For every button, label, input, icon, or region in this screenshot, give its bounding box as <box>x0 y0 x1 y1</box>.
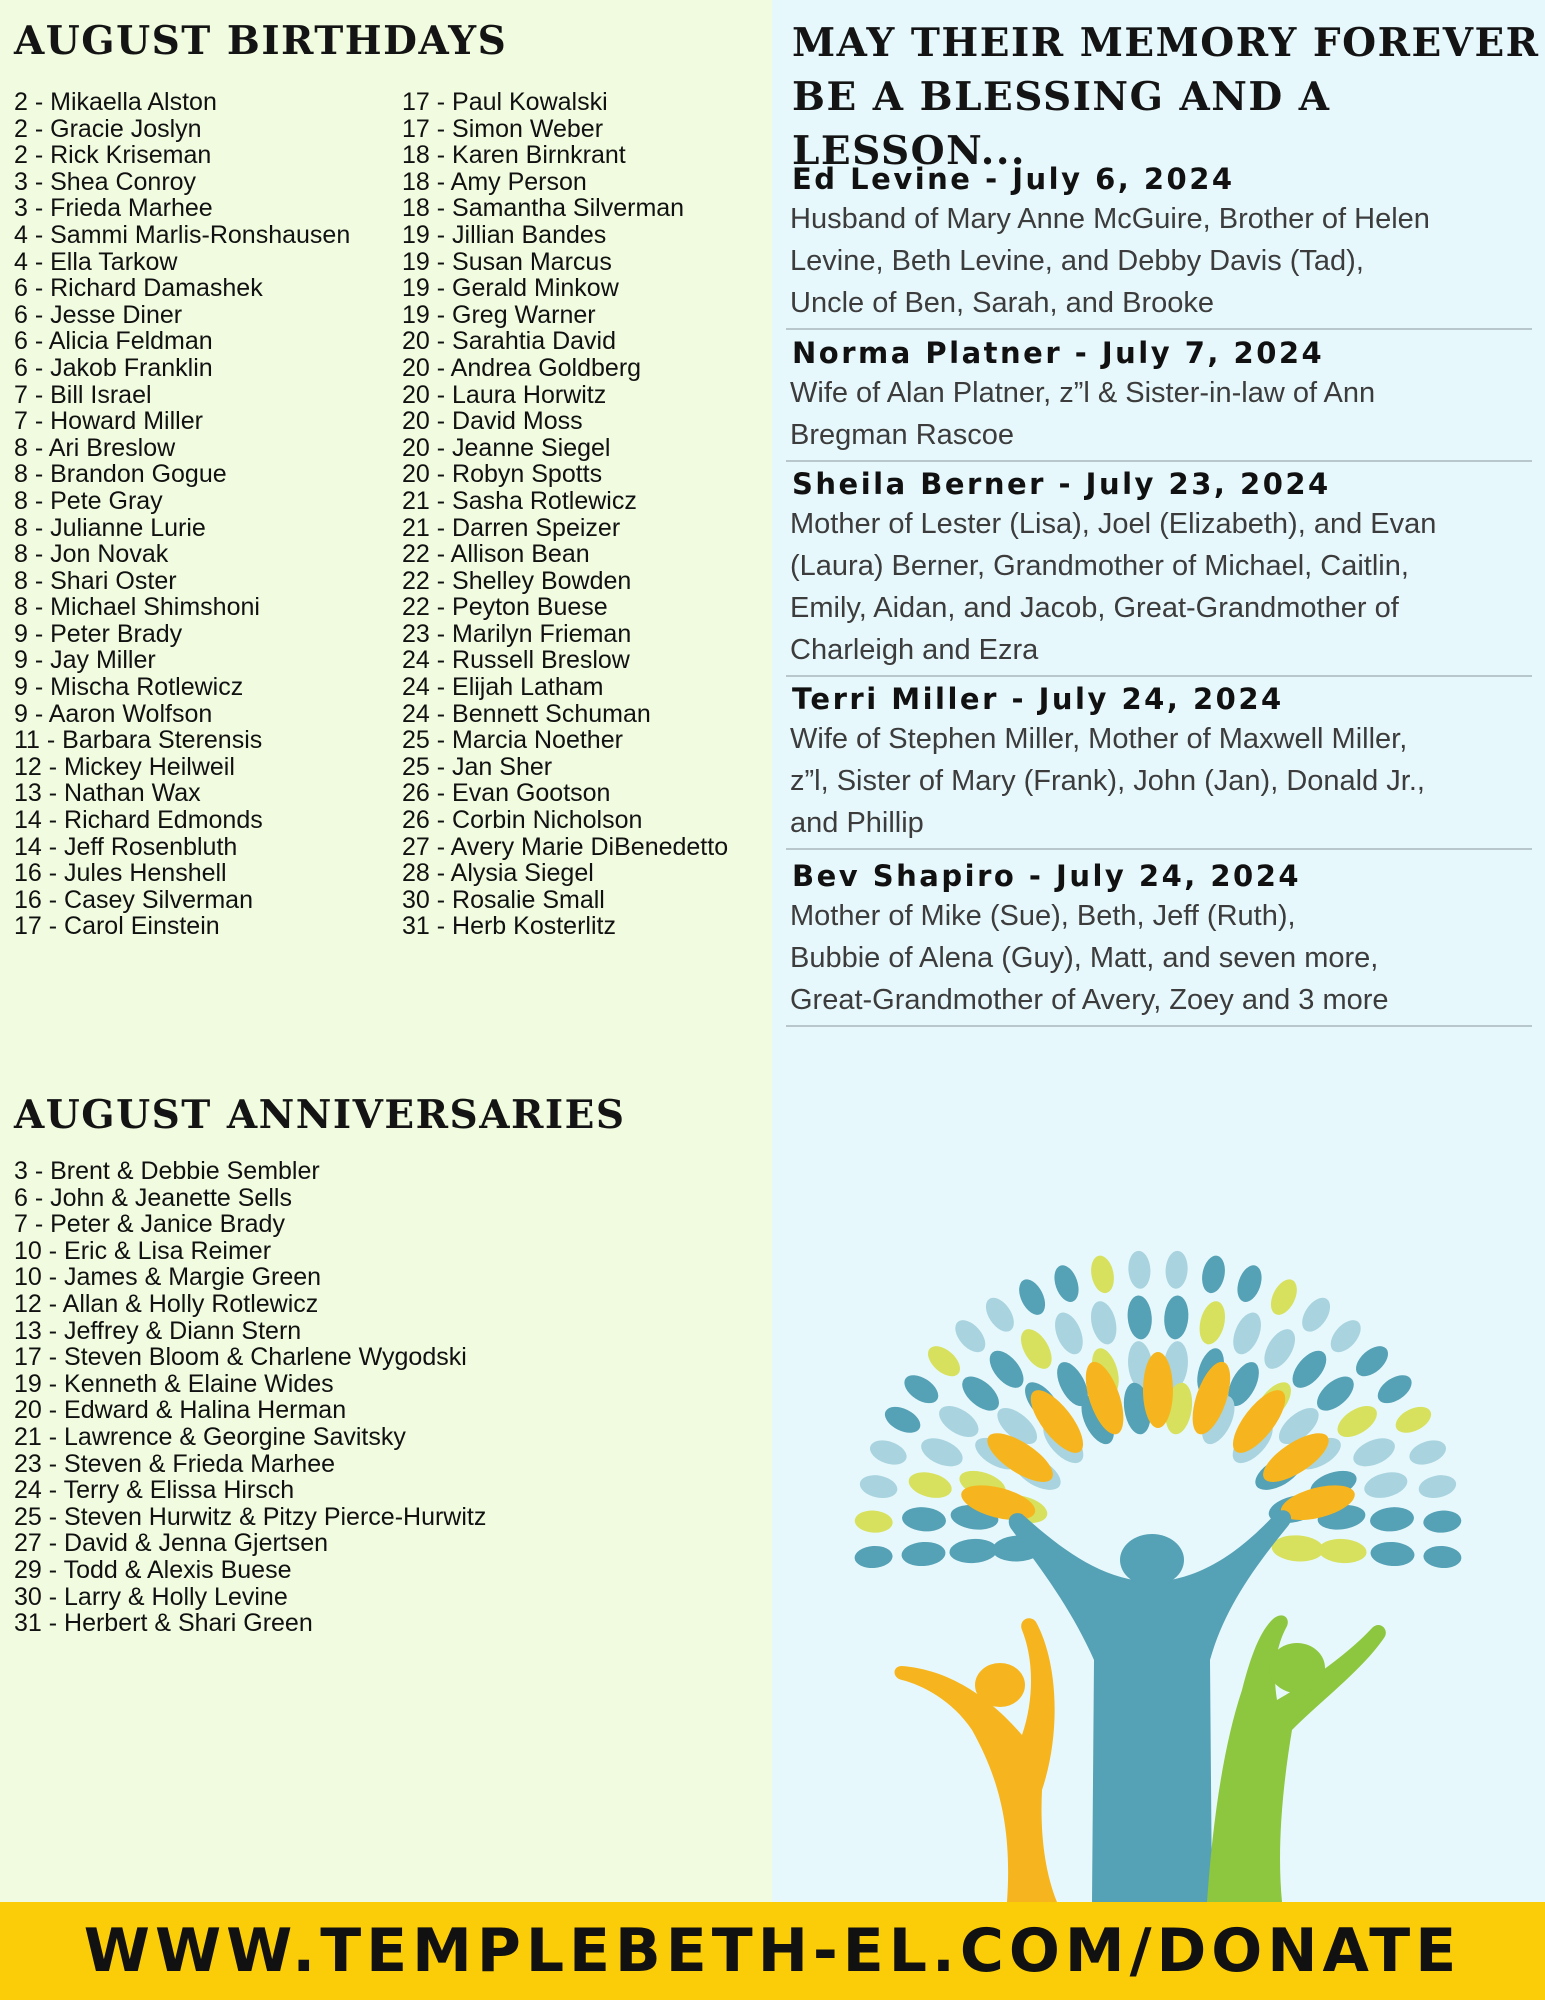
memorial-heading-line-1: MAY THEIR MEMORY FOREVER <box>792 20 1540 66</box>
birthday-item: 22 - Allison Bean <box>402 540 590 569</box>
birthday-item: 23 - Marilyn Frieman <box>402 619 632 648</box>
memorial-line: Mother of Lester (Lisa), Joel (Elizabeth), and Evan <box>790 508 1437 540</box>
anniversary-item: 10 - Eric & Lisa Reimer <box>14 1236 272 1265</box>
leaf-icon <box>1087 1299 1121 1347</box>
leaf-icon <box>1369 1505 1415 1533</box>
anniversaries-list <box>14 1158 486 1637</box>
leaf-icon <box>1391 1401 1435 1438</box>
memorial-entry <box>786 160 1532 330</box>
footer-bar <box>0 1902 1545 2000</box>
leaf-icon <box>1406 1436 1449 1469</box>
birthday-item: 8 - Shari Oster <box>14 566 177 595</box>
memorial-line: Mother of Mike (Sue), Beth, Jeff (Ruth), <box>790 900 1296 932</box>
anniversary-item: 13 - Jeffrey & Diann Stern <box>14 1316 302 1345</box>
leaf-icon <box>1233 1262 1266 1305</box>
anniversary-item: 31 - Herbert & Shari Green <box>14 1609 313 1638</box>
leaf-icon <box>1318 1538 1367 1565</box>
birthday-item: 4 - Sammi Marlis-Ronshausen <box>14 220 351 249</box>
anniversary-item: 7 - Peter & Janice Brady <box>14 1210 285 1239</box>
birthday-item: 2 - Rick Kriseman <box>14 141 212 170</box>
birthday-item: 26 - Corbin Nicholson <box>402 806 643 835</box>
memorial-entry <box>786 680 1532 850</box>
birthday-item: 8 - Ari Breslow <box>14 433 176 462</box>
leaf-icon <box>1332 1400 1382 1444</box>
memorial-line: Charleigh and Ezra <box>790 634 1039 666</box>
memorial-line: z”l, Sister of Mary (Frank), John (Jan), Donald Jr., <box>790 765 1425 797</box>
leaf-icon <box>1088 1254 1117 1296</box>
memorial-name: Norma Platner - July 7, 2024 <box>792 336 1325 370</box>
leaf-icon <box>906 1468 955 1502</box>
memorial-line: Wife of Stephen Miller, Mother of Maxwell Miller, <box>790 723 1408 755</box>
birthday-item: 20 - Sarahtia David <box>402 327 617 356</box>
birthdays-title: AUGUST BIRTHDAYS <box>14 18 508 64</box>
birthday-item: 16 - Casey Silverman <box>14 885 253 914</box>
birthday-item: 6 - Richard Damashek <box>14 274 263 303</box>
leaf-icon <box>1015 1324 1058 1374</box>
birthday-item: 6 - Alicia Feldman <box>14 327 213 356</box>
birthday-item: 26 - Evan Gootson <box>402 779 611 808</box>
anniversary-item: 30 - Larry & Holly Levine <box>14 1582 288 1611</box>
leaf-icon <box>899 1369 943 1408</box>
memorial-line: Great-Grandmother of Avery, Zoey and 3 more <box>790 984 1389 1016</box>
leaf-icon <box>1014 1275 1051 1319</box>
birthday-item: 6 - Jakob Franklin <box>14 353 213 382</box>
birthday-item: 20 - David Moss <box>402 407 583 436</box>
anniversary-item: 24 - Terry & Elissa Hirsch <box>14 1476 295 1505</box>
birthday-item: 31 - Herb Kosterlitz <box>402 912 616 941</box>
birthday-item: 20 - Jeanne Siegel <box>402 433 611 462</box>
birthday-item: 9 - Peter Brady <box>14 619 183 648</box>
leaf-icon <box>867 1436 910 1469</box>
birthday-item: 4 - Ella Tarkow <box>14 247 178 276</box>
birthday-item: 3 - Shea Conroy <box>14 167 197 196</box>
leaf-icon <box>1373 1369 1417 1408</box>
birthday-item: 11 - Barbara Sterensis <box>14 726 263 755</box>
birthday-item: 30 - Rosalie Small <box>402 885 605 914</box>
birthday-item: 8 - Pete Gray <box>14 486 163 515</box>
leaf-icon <box>1126 1295 1153 1341</box>
leaf-icon <box>1266 1275 1303 1319</box>
memorial-entry <box>786 857 1532 1027</box>
leaf-icon <box>1163 1295 1190 1341</box>
memorial-name: Sheila Berner - July 23, 2024 <box>792 467 1331 501</box>
memorial-entry <box>786 334 1532 462</box>
memorial-line: Levine, Beth Levine, and Debby Davis (Tad), <box>790 245 1364 277</box>
birthday-item: 8 - Julianne Lurie <box>14 513 206 542</box>
tree-of-life-people-icon <box>772 1230 1545 1902</box>
leaf-icon <box>1362 1468 1411 1502</box>
memorial-heading-line-2: BE A BLESSING AND A LESSON... <box>792 74 1331 174</box>
donate-url-link[interactable]: WWW.TEMPLEBETH-EL.COM/DONATE <box>83 1916 1462 1986</box>
birthday-item: 24 - Russell Breslow <box>402 646 630 675</box>
leaf-icon <box>1050 1262 1083 1305</box>
flame-leaf-icon <box>1143 1352 1173 1428</box>
leaf-icon <box>980 1293 1019 1337</box>
leaf-icon <box>1127 1250 1151 1289</box>
birthday-item: 19 - Susan Marcus <box>402 247 612 276</box>
anniversary-item: 6 - John & Jeanette Sells <box>14 1183 292 1212</box>
leaf-icon <box>1258 1324 1301 1374</box>
birthday-item: 24 - Elijah Latham <box>402 673 604 702</box>
anniversary-item: 17 - Steven Bloom & Charlene Wygodski <box>14 1343 467 1372</box>
birthday-item: 25 - Jan Sher <box>402 752 553 781</box>
leaf-icon <box>1423 1545 1462 1569</box>
birthday-item: 2 - Gracie Joslyn <box>14 114 202 143</box>
leaf-icon <box>1228 1308 1267 1358</box>
birthday-item: 9 - Jay Miller <box>14 646 156 675</box>
memorial-line: (Laura) Berner, Grandmother of Michael, Caitlin, <box>790 550 1409 582</box>
birthday-item: 21 - Sasha Rotlewicz <box>402 486 637 515</box>
memorial-line: Uncle of Ben, Sarah, and Brooke <box>790 287 1214 319</box>
anniversary-item: 3 - Brent & Debbie Sembler <box>14 1157 320 1185</box>
leaf-icon <box>1199 1254 1228 1296</box>
leaf-icon <box>949 1538 998 1565</box>
birthday-item: 12 - Mickey Heilweil <box>14 752 235 781</box>
birthday-item: 18 - Karen Birnkrant <box>402 141 626 170</box>
birthday-item: 25 - Marcia Noether <box>402 726 623 755</box>
birthday-item: 19 - Jillian Bandes <box>402 220 607 249</box>
memorial-line: Bubbie of Alena (Guy), Matt, and seven more, <box>790 942 1379 974</box>
leaf-icon <box>1296 1293 1335 1337</box>
birthday-item: 22 - Peyton Buese <box>402 593 608 622</box>
birthday-item: 2 - Mikaella Alston <box>14 88 217 116</box>
birthday-item: 21 - Darren Speizer <box>402 513 621 542</box>
anniversary-item: 29 - Todd & Alexis Buese <box>14 1555 292 1584</box>
memorial-line: Bregman Rascoe <box>790 419 1015 451</box>
anniversary-item: 12 - Allan & Holly Rotlewicz <box>14 1289 319 1318</box>
leaf-icon <box>901 1541 946 1568</box>
leaf-icon <box>1417 1472 1459 1501</box>
birthday-item: 19 - Greg Warner <box>402 300 596 329</box>
leaf-icon <box>1350 1340 1393 1382</box>
birthday-item: 7 - Howard Miller <box>14 407 203 436</box>
leaf-icon <box>1049 1308 1088 1358</box>
birthday-item: 8 - Michael Shimshoni <box>14 593 260 622</box>
leaf-icon <box>881 1401 925 1438</box>
leaf-icon <box>1423 1509 1462 1534</box>
birthday-item: 8 - Brandon Gogue <box>14 460 227 489</box>
anniversaries-title: AUGUST ANNIVERSARIES <box>14 1092 626 1138</box>
birthday-item: 24 - Bennett Schuman <box>402 699 651 728</box>
birthday-item: 18 - Amy Person <box>402 167 587 196</box>
memorial-name: Ed Levine - July 6, 2024 <box>792 162 1235 196</box>
birthday-item: 9 - Mischa Rotlewicz <box>14 673 244 702</box>
anniversary-item: 20 - Edward & Halina Herman <box>14 1396 347 1425</box>
leaf-icon <box>1271 1534 1325 1563</box>
anniversary-item: 27 - David & Jenna Gjertsen <box>14 1529 329 1558</box>
birthday-item: 19 - Gerald Minkow <box>402 274 619 303</box>
memorial-line: Husband of Mary Anne McGuire, Brother of Helen <box>790 203 1430 235</box>
birthday-item: 18 - Samantha Silverman <box>402 194 685 223</box>
memorial-name: Bev Shapiro - July 24, 2024 <box>792 859 1302 893</box>
anniversary-item: 21 - Lawrence & Georgine Savitsky <box>14 1422 406 1451</box>
leaf-icon <box>854 1545 893 1569</box>
leaf-icon <box>934 1400 984 1444</box>
memorial-heading <box>792 16 1545 178</box>
leaf-icon <box>901 1505 947 1533</box>
leaf-icon <box>917 1433 967 1472</box>
birthday-item: 22 - Shelley Bowden <box>402 566 632 595</box>
birthdays-column-1 <box>14 89 350 940</box>
leaf-icon <box>950 1315 992 1358</box>
birthday-item: 17 - Carol Einstein <box>14 912 220 941</box>
birthday-item: 27 - Avery Marie DiBenedetto <box>402 832 729 861</box>
memorial-name: Terri Miller - July 24, 2024 <box>792 682 1284 716</box>
birthday-item: 17 - Paul Kowalski <box>402 88 608 116</box>
memorial-line: Wife of Alan Platner, z”l & Sister-in-law of Ann <box>790 377 1376 409</box>
birthday-item: 20 - Andrea Goldberg <box>402 353 642 382</box>
birthday-item: 20 - Laura Horwitz <box>402 380 607 409</box>
birthday-item: 17 - Simon Weber <box>402 114 604 143</box>
leaf-icon <box>1325 1315 1367 1358</box>
birthday-item: 13 - Nathan Wax <box>14 779 201 808</box>
memorial-line: and Phillip <box>790 807 924 839</box>
birthday-item: 8 - Jon Novak <box>14 540 169 569</box>
birthday-item: 14 - Richard Edmonds <box>14 806 263 835</box>
leaf-icon <box>854 1509 893 1534</box>
birthday-item: 6 - Jesse Diner <box>14 300 183 329</box>
birthday-item: 7 - Bill Israel <box>14 380 152 409</box>
leaf-icon <box>922 1340 965 1382</box>
birthday-item: 14 - Jeff Rosenbluth <box>14 832 238 861</box>
anniversary-item: 23 - Steven & Frieda Marhee <box>14 1449 335 1478</box>
leaf-icon <box>1164 1250 1188 1289</box>
leaf-icon <box>1349 1433 1399 1472</box>
leaf-icon <box>1370 1541 1415 1568</box>
anniversary-item: 19 - Kenneth & Elaine Wides <box>14 1369 334 1398</box>
leaf-icon <box>858 1472 900 1501</box>
birthday-item: 9 - Aaron Wolfson <box>14 699 213 728</box>
birthday-item: 3 - Frieda Marhee <box>14 194 213 223</box>
memorial-entry <box>786 465 1532 677</box>
leaf-icon <box>1196 1299 1230 1347</box>
memorial-line: Emily, Aidan, and Jacob, Great-Grandmother of <box>790 592 1399 624</box>
anniversary-item: 10 - James & Margie Green <box>14 1263 322 1292</box>
birthdays-column-2 <box>402 89 728 940</box>
anniversary-item: 25 - Steven Hurwitz & Pitzy Pierce-Hurwitz <box>14 1502 487 1531</box>
birthday-item: 16 - Jules Henshell <box>14 859 227 888</box>
birthday-item: 28 - Alysia Siegel <box>402 859 594 888</box>
birthday-item: 20 - Robyn Spotts <box>402 460 603 489</box>
